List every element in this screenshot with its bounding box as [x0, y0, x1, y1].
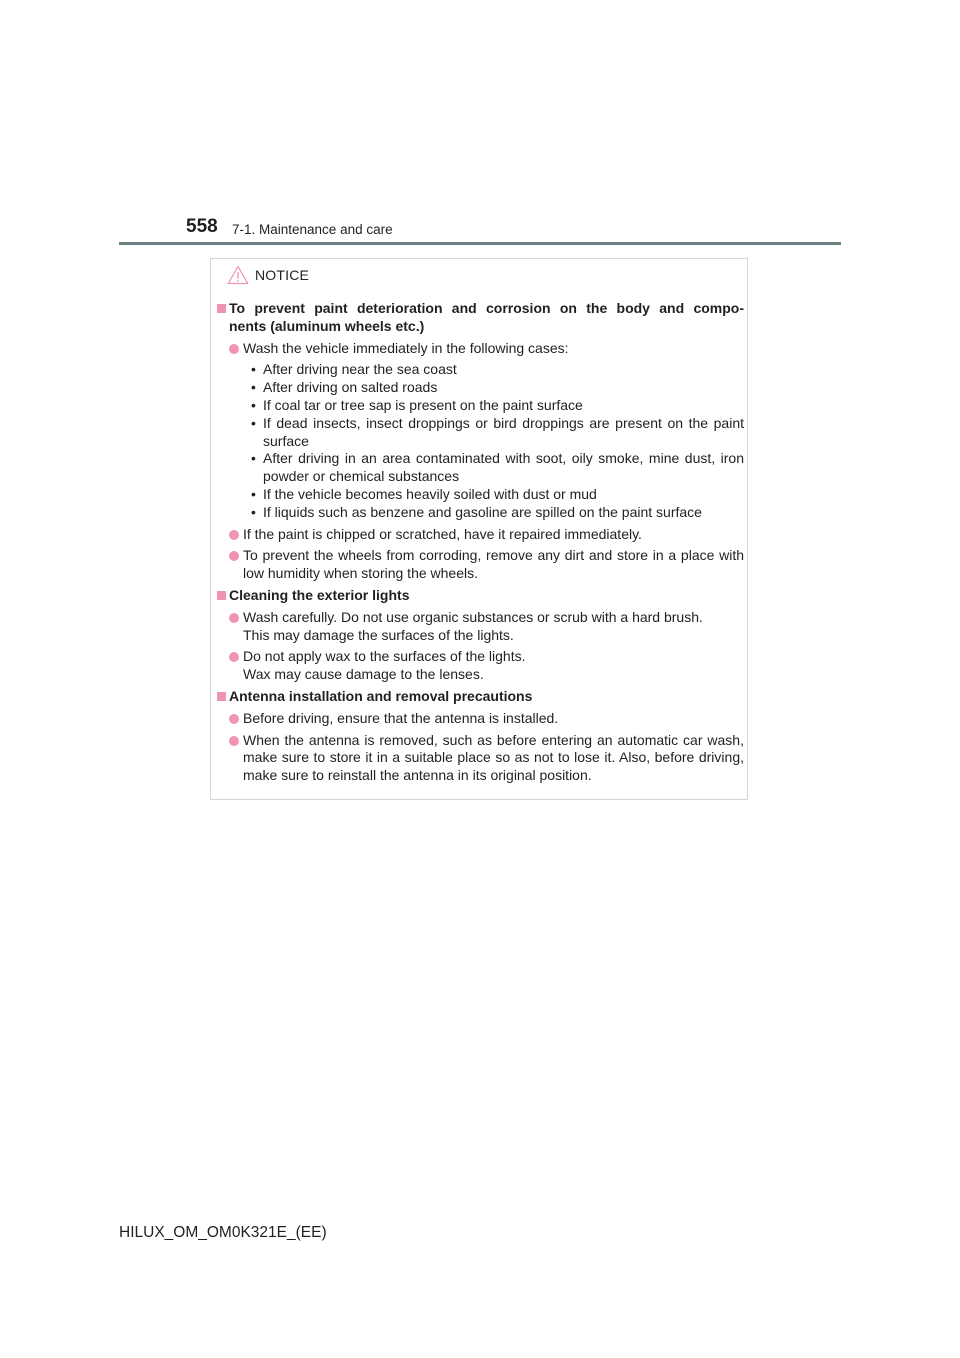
bullet-item: • If dead insects, insect droppings or bird droppings are present on the paint surface: [251, 414, 744, 449]
list-item: [217, 648, 744, 684]
square-bullet-icon: [217, 591, 226, 600]
circle-bullet-icon: [229, 551, 239, 561]
list-item: [217, 609, 744, 645]
bullet-item: • If coal tar or tree sap is present on the paint surface: [251, 396, 583, 413]
item-text: Before driving, ensure that the antenna is installed.: [243, 709, 559, 726]
header-rule: [119, 242, 841, 245]
notice-box: [210, 258, 748, 800]
heading-line: nents (aluminum wheels etc.): [229, 317, 425, 334]
notice-label: NOTICE: [255, 267, 310, 283]
item-text: Do not apply wax to the surfaces of the lights.: [243, 648, 526, 665]
notice-header: [227, 262, 309, 288]
section-heading-exterior-lights: Cleaning the exterior lights: [217, 587, 744, 605]
bullet-item: • After driving in an area contaminated with soot, oily smoke, mine dust, iron powder or chemical substances: [251, 450, 744, 485]
circle-bullet-icon: [229, 736, 239, 746]
item-text: To prevent the wheels from corroding, remove any dirt and store in a place with low humidity when storing the wheels.: [243, 547, 744, 582]
section-heading-antenna: Antenna installation and removal precautions: [217, 688, 744, 706]
list-item: [217, 340, 744, 358]
item-text: When the antenna is removed, such as before entering an automatic car wash, make sure to store it in a suitable place so as not to lose it. Also, before driving, make sure to reinstall the antenna in its original position.: [243, 731, 744, 784]
warning-triangle-icon: [227, 265, 249, 285]
item-text: Wax may cause damage to the lenses.: [243, 666, 484, 683]
list-item: [217, 732, 744, 785]
circle-bullet-icon: [229, 613, 239, 623]
list-item: [217, 710, 744, 728]
circle-bullet-icon: [229, 714, 239, 724]
bullet-item: • If the vehicle becomes heavily soiled with dust or mud: [251, 485, 597, 502]
heading-line: To prevent paint deterioration and corrosion on the body and compo-: [229, 300, 744, 316]
item-text: Wash carefully. Do not use organic substances or scrub with a hard brush.: [243, 608, 703, 625]
circle-bullet-icon: [229, 344, 239, 354]
circle-bullet-icon: [229, 652, 239, 662]
item-text: If the paint is chipped or scratched, have it repaired immediately.: [243, 525, 642, 542]
circle-bullet-icon: [229, 530, 239, 540]
notice-content: [217, 297, 744, 789]
item-text: This may damage the surfaces of the lights.: [243, 626, 514, 643]
square-bullet-icon: [217, 692, 226, 701]
bullet-item: • After driving on salted roads: [251, 379, 438, 396]
section-title: 7-1. Maintenance and care: [232, 222, 393, 237]
square-bullet-icon: [217, 304, 226, 313]
item-text: Wash the vehicle immediately in the following cases:: [243, 339, 569, 356]
page-number: 558: [186, 216, 218, 237]
list-item: [217, 547, 744, 583]
bullet-list: [217, 361, 744, 521]
document-code: HILUX_OM_OM0K321E_(EE): [119, 1224, 327, 1241]
list-item: [217, 526, 744, 544]
bullet-item: • If liquids such as benzene and gasoline are spilled on the paint surface: [251, 503, 702, 520]
section-heading-paint: [217, 300, 744, 336]
bullet-item: • After driving near the sea coast: [251, 361, 457, 378]
